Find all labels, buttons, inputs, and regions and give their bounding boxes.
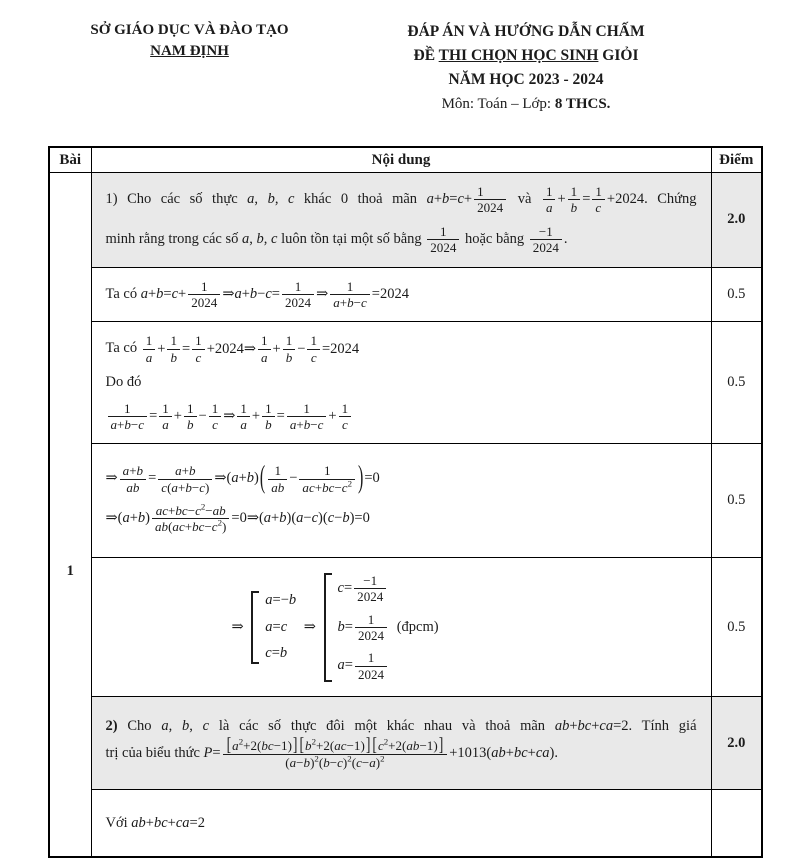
content-cell-step-5 (91, 790, 711, 858)
content-cell-step-2 (91, 322, 711, 444)
content-cell-question-1 (91, 173, 711, 268)
table-row (49, 558, 762, 697)
text-run: Với (105, 814, 132, 831)
math-expression: ⇒(a+b) $\frac{ac+bc-c^2-ab}{ab(ac+bc-c^2)}$ =0⇒(a+b)(a−c)(c−b)=0 (105, 501, 370, 535)
points-cell: 0.5 (711, 558, 762, 697)
text-run: Do đó (105, 374, 142, 391)
content-line (106, 401, 697, 433)
text-run: minh rằng trong các số (105, 231, 243, 247)
table-row (49, 173, 762, 268)
math-expression: $\frac{1}{a}$ + $\frac{1}{b}$ = $\frac{1}{c}$ +2024. (541, 191, 648, 207)
text-run: Cho (117, 717, 162, 734)
math-expression: $\frac{-1}{2024}$ . (528, 231, 568, 247)
issuing-authority-block (72, 20, 307, 116)
table-row (49, 322, 762, 444)
table-row (49, 697, 762, 790)
math-expression: a, b, c (161, 717, 210, 734)
content-line (106, 717, 697, 737)
content-cell-step-1 (91, 267, 711, 322)
column-header-diem: Điểm (711, 147, 762, 173)
title-line-2-post: GIỎI (598, 47, 639, 64)
points-cell: 2.0 (711, 173, 762, 268)
subject-prefix: Môn: Toán – Lớp: (441, 96, 555, 112)
points-cell (711, 790, 762, 858)
math-expression: $\frac{1}{a}$ + $\frac{1}{b}$ = $\frac{1}{c}$ +2024⇒ $\frac{1}{a}$ + $\frac{1}{b}$ − $\frac{1}{c}$ =2024 (141, 341, 359, 357)
title-line-1: ĐÁP ÁN VÀ HƯỚNG DẪN CHẤM (407, 23, 645, 40)
math-expression: a, b, c (247, 191, 295, 208)
content-line (106, 184, 697, 216)
points-cell: 0.5 (711, 444, 762, 558)
math-expression: $\frac{1}{2024}$ (425, 231, 461, 247)
text-run: Ta có (105, 285, 141, 302)
bold-text-run: 2) (105, 717, 118, 734)
content-line (106, 814, 697, 834)
content-line (106, 463, 697, 495)
points-cell: 2.0 (711, 697, 762, 790)
text-run: và (508, 191, 541, 208)
text-run: Chứng (647, 191, 697, 208)
authority-province: NAM ĐỊNH (150, 43, 229, 59)
content-line (105, 734, 697, 770)
math-expression: a+b=c+ $\frac{1}{2024}$ ⇒a+b−c= $\frac{1}{2024}$ ⇒ $\frac{1}{a+b-c}$ =2024 (140, 278, 409, 310)
math-expression: $\frac{1}{a+b-c}$ = $\frac{1}{a}$ + $\frac{1}{b}$ − $\frac{1}{c}$ ⇒ $\frac{1}{a}$ + $\frac{1}{b}$ = $\frac{1}{a+b-c}$ + $\frac{1}{c}$ (106, 408, 354, 424)
content-line (106, 333, 697, 365)
subject-grade: 8 THCS. (554, 96, 611, 112)
table-row (49, 267, 762, 322)
text-run: Ta có (105, 340, 141, 357)
math-expression: ⇒ a=−b a=c c=b ⇒ c= $\frac{-1}{2024}$ b= $\frac{1}{2024}$ a= $\frac{1}{2024}$ (232, 619, 394, 635)
math-expression: ab+bc+ca=2. (554, 717, 633, 734)
math-expression: a, b, c (242, 231, 278, 247)
text-run: Tính giá (632, 717, 697, 734)
document-header (0, 0, 791, 116)
text-run: luôn tồn tại một số bằng (277, 231, 426, 247)
problem-number-cell: 1 (49, 173, 91, 858)
title-line-2-underlined: THI CHỌN HỌC SINH (438, 47, 599, 64)
content-cell-step-4 (91, 558, 711, 697)
table-row (49, 790, 762, 858)
math-expression: ⇒ $\frac{a+b}{ab}$ = $\frac{a+b}{c(a+b-c)}$ ⇒(a+b) ( $\frac{1}{ab}$ − $\frac{1}{ac+bc-c^2}$ ) =0 (105, 461, 380, 496)
school-year-line: NĂM HỌC 2023 - 2024 (448, 71, 604, 88)
text-run: trị của biểu thức (105, 744, 204, 761)
points-cell: 0.5 (711, 267, 762, 322)
text-run: khác 0 thoả mãn (294, 191, 427, 208)
column-header-noidung: Nội dung (91, 147, 711, 173)
text-run: (đpcm) (393, 618, 439, 635)
title-line-2-pre: ĐỀ (413, 47, 439, 64)
content-cell-step-3 (91, 444, 711, 558)
subject-line (361, 92, 691, 116)
table-row (49, 444, 762, 558)
text-run: là các số thực đôi một khác nhau và thoả mãn (209, 717, 555, 734)
document-title-block (361, 20, 691, 116)
text-run: 1) Cho các số thực (105, 191, 248, 208)
content-cell-question-2 (91, 697, 711, 790)
content-line (106, 573, 697, 682)
table-header-row (49, 147, 762, 173)
column-header-bai: Bài (49, 147, 91, 173)
content-line (106, 373, 697, 393)
text-run: hoặc bằng (461, 231, 528, 247)
content-line (106, 279, 697, 311)
authority-name: SỞ GIÁO DỤC VÀ ĐÀO TẠO (90, 22, 289, 38)
content-line (106, 503, 697, 535)
answer-key-table (48, 146, 763, 858)
content-line (106, 224, 697, 256)
title-line-2 (361, 44, 691, 68)
math-expression: P= [ $a^2+2(bc-1)$ ] [ $b^2+2(ac-1)$ ] [ $c^2+2(ab-1)$ ] $(a-b)^2(b-c)^2(c-a)^2$ +1013(ab+bc+ca). (203, 734, 558, 770)
math-expression: ab+bc+ca=2 (131, 814, 205, 831)
points-cell: 0.5 (711, 322, 762, 444)
math-expression: a+b=c+ $\frac{1}{2024}$ (427, 191, 509, 207)
